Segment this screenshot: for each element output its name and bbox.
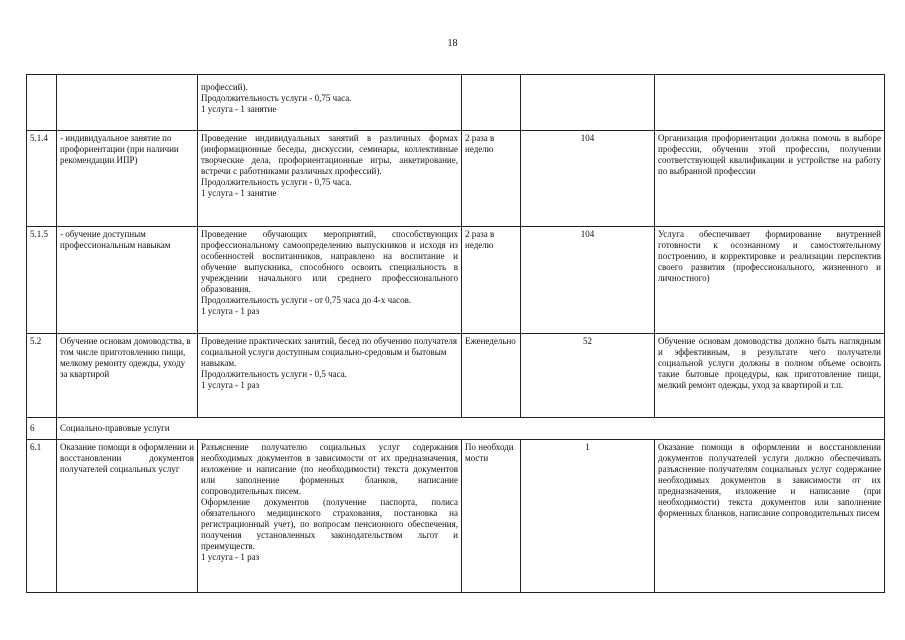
service-name: - индивидуальное занятие по профориентации (при наличии рекомендации ИПР) [57,131,198,227]
service-frequency: Еженедельно [462,334,521,418]
service-number: 6.1 [27,440,57,593]
service-name: - обучение доступным профессиональным навыкам [57,227,198,334]
service-count [521,75,655,131]
service-result: Оказание помощи в оформлении и восстановлении документов получателей услуги должно обеспечивать разъяснение получателям социальных услуг содержание необходимых документов в зависимости от их предназначения, изложение и написание (при необходимости) текста документов или заполнение форменных бланков, написание сопроводительных писем [655,440,885,593]
service-description: профессий). Продолжительность услуги - 0,75 часа. 1 услуга - 1 занятие [198,75,462,131]
service-count: 104 [521,227,655,334]
service-name [57,75,198,131]
section-title: Социально-правовые услуги [57,418,885,440]
service-description: Проведение практических занятий, бесед по обучению получателя социальной услуги доступным социально-средовым и бытовым навыкам. Продолжительность услуги - 0,5 часа. 1 услуга - 1 раз [198,334,462,418]
service-frequency [462,75,521,131]
service-number: 5.1.5 [27,227,57,334]
table-row [27,75,885,131]
table-row [27,227,885,334]
service-count: 104 [521,131,655,227]
service-name: Оказание помощи в оформлении и восстановлении документов получателей социальных услуг [57,440,198,593]
service-count: 1 [521,440,655,593]
service-name: Обучение основам домоводства, в том числе приготовлению пищи, мелкому ремонту одежды, уходу за квартирой [57,334,198,418]
service-frequency: 2 раза в неделю [462,227,521,334]
service-number: 5.2 [27,334,57,418]
service-number: 5.1.4 [27,131,57,227]
service-description: Проведение обучающих мероприятий, способствующих профессиональному самоопределению выпускников и исходя из особенностей воспитанников, направлено на воспитание и обучение выпускника, способного освоить специальность в учреждении начального или среднего профессионального образования. Продолжительность услуги - от 0,75 часа до 4-х часов. 1 услуга - 1 раз [198,227,462,334]
service-result: Услуга обеспечивает формирование внутренней готовности к осознанному и самостоятельному построению, в корректировке и реализации перспектив своего развития (профессионального, жизненного и личностного) [655,227,885,334]
service-frequency: По необходимости [462,440,521,593]
section-number: 6 [27,418,57,440]
service-frequency: 2 раза в неделю [462,131,521,227]
service-number [27,75,57,131]
service-count: 52 [521,334,655,418]
table-row [27,440,885,593]
service-result [655,75,885,131]
page-number: 18 [447,38,458,49]
service-description: Разъяснение получателю социальных услуг содержания необходимых документов в зависимости от их предназначения, изложение и написание (по необходимости) текста документов или заполнение форменных бланков, написание сопроводительных писем. Оформление документов (получение паспорта, полиса обязательного медицинского страхования, постановка на регистрационный учет), по вопросам пенсионного обеспечения, получения установленных законодательством льгот и преимуществ. 1 услуга - 1 раз [198,440,462,593]
service-description: Проведение индивидуальных занятий в различных формах (информационные беседы, дискуссии, семинары, коллективные творческие дела, профориентационные игры, анкетирование, встречи с работниками различных профессий). Продолжительность услуги - 0,75 часа. 1 услуга - 1 занятие [198,131,462,227]
services-table [26,74,885,593]
service-result: Организация профориентации должна помочь в выборе профессии, обучении этой профессии, получении соответствующей квалификации и устройстве на работу по выбранной профессии [655,131,885,227]
service-result: Обучение основам домоводства должно быть наглядным и эффективным, в результате чего получатели социальной услуги должны в полном объеме освоить такие бытовые процедуры, как приготовление пищи, мелкий ремонт одежды, уход за квартирой и т.п. [655,334,885,418]
section-row [27,418,885,440]
table-row [27,334,885,418]
table-row [27,131,885,227]
